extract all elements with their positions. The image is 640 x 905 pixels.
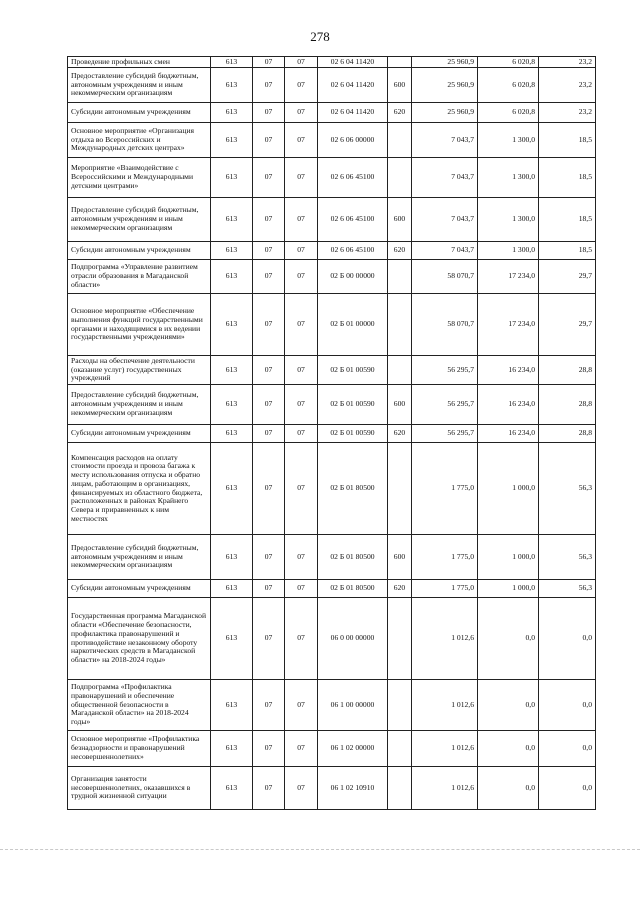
section-code: 07 [253,158,285,198]
expense-type: 600 [388,535,412,580]
section-code: 07 [253,443,285,535]
plan-amount: 58 070,7 [412,260,478,294]
plan-amount: 1 012,6 [412,598,478,680]
budget-table [67,56,596,810]
ministry-code: 613 [211,123,253,158]
plan-amount: 1 775,0 [412,443,478,535]
target-article: 06 1 02 00000 [318,731,388,767]
expense-type [388,443,412,535]
section-code: 07 [253,103,285,123]
expense-type [388,598,412,680]
subsection-code: 07 [285,385,318,425]
execution-percent: 23,2 [539,68,596,103]
executed-amount: 0,0 [478,680,539,731]
plan-amount: 1 012,6 [412,731,478,767]
executed-amount: 1 300,0 [478,123,539,158]
target-article: 06 0 00 00000 [318,598,388,680]
executed-amount: 16 234,0 [478,356,539,385]
section-code: 07 [253,535,285,580]
section-code: 07 [253,731,285,767]
row-name: Основное мероприятие «Обеспечение выполнения функций государственными органами и находящимися в их ведении государственными учреждениями» [68,294,211,356]
execution-percent: 23,2 [539,57,596,68]
ministry-code: 613 [211,731,253,767]
executed-amount: 6 020,8 [478,68,539,103]
execution-percent: 18,5 [539,123,596,158]
execution-percent: 0,0 [539,767,596,810]
ministry-code: 613 [211,356,253,385]
table-row [68,425,596,443]
section-code: 07 [253,294,285,356]
expense-type: 620 [388,580,412,598]
row-name: Субсидии автономным учреждениям [68,580,211,598]
section-code: 07 [253,260,285,294]
section-code: 07 [253,580,285,598]
plan-amount: 7 043,7 [412,123,478,158]
plan-amount: 1 775,0 [412,580,478,598]
table-row [68,535,596,580]
section-code: 07 [253,242,285,260]
executed-amount: 16 234,0 [478,425,539,443]
ministry-code: 613 [211,294,253,356]
subsection-code: 07 [285,598,318,680]
executed-amount: 17 234,0 [478,294,539,356]
executed-amount: 6 020,8 [478,103,539,123]
execution-percent: 28,8 [539,425,596,443]
execution-percent: 0,0 [539,680,596,731]
plan-amount: 25 960,9 [412,103,478,123]
ministry-code: 613 [211,385,253,425]
execution-percent: 18,5 [539,198,596,242]
plan-amount: 1 012,6 [412,767,478,810]
table-row [68,598,596,680]
subsection-code: 07 [285,535,318,580]
row-name: Субсидии автономным учреждениям [68,425,211,443]
subsection-code: 07 [285,57,318,68]
target-article: 06 1 02 10910 [318,767,388,810]
target-article: 02 Б 01 80500 [318,580,388,598]
target-article: 02 6 06 45100 [318,158,388,198]
expense-type [388,158,412,198]
executed-amount: 1 300,0 [478,198,539,242]
plan-amount: 56 295,7 [412,425,478,443]
target-article: 02 6 06 45100 [318,242,388,260]
expense-type: 620 [388,242,412,260]
subsection-code: 07 [285,198,318,242]
expense-type [388,767,412,810]
expense-type [388,294,412,356]
target-article: 02 6 06 45100 [318,198,388,242]
plan-amount: 56 295,7 [412,356,478,385]
row-name: Государственная программа Магаданской области «Обеспечение безопасности, профилактика правонарушений и противодействие незаконному обороту наркотических средств в Магаданской области» на 2018-2024 годы» [68,598,211,680]
executed-amount: 0,0 [478,598,539,680]
table-row [68,680,596,731]
table-row [68,242,596,260]
row-name: Предоставление субсидий бюджетным, автономным учреждениям и иным некоммерческим организациям [68,68,211,103]
executed-amount: 0,0 [478,731,539,767]
section-code: 07 [253,598,285,680]
subsection-code: 07 [285,356,318,385]
table-row [68,68,596,103]
subsection-code: 07 [285,260,318,294]
table-row [68,198,596,242]
subsection-code: 07 [285,123,318,158]
section-code: 07 [253,198,285,242]
row-name: Организация занятости несовершеннолетних, оказавшихся в трудной жизненной ситуации [68,767,211,810]
target-article: 02 Б 01 00000 [318,294,388,356]
execution-percent: 18,5 [539,242,596,260]
ministry-code: 613 [211,57,253,68]
table-row [68,123,596,158]
row-name: Компенсация расходов на оплату стоимости проезда и провоза багажа к месту использования отпуска и обратно лицам, работающим в организациях, финансируемых из областного бюджета, расположенных в районах Крайнего Севера и приравненных к ним местностях [68,443,211,535]
execution-percent: 28,8 [539,356,596,385]
execution-percent: 0,0 [539,598,596,680]
execution-percent: 56,3 [539,535,596,580]
plan-amount: 1 775,0 [412,535,478,580]
execution-percent: 18,5 [539,158,596,198]
execution-percent: 29,7 [539,260,596,294]
table-row [68,356,596,385]
table-row [68,103,596,123]
executed-amount: 0,0 [478,767,539,810]
expense-type: 620 [388,103,412,123]
target-article: 02 6 04 11420 [318,68,388,103]
ministry-code: 613 [211,767,253,810]
executed-amount: 1 300,0 [478,242,539,260]
ministry-code: 613 [211,198,253,242]
plan-amount: 7 043,7 [412,242,478,260]
plan-amount: 1 012,6 [412,680,478,731]
table-row [68,443,596,535]
executed-amount: 17 234,0 [478,260,539,294]
section-code: 07 [253,385,285,425]
table-row [68,260,596,294]
row-name: Предоставление субсидий бюджетным, автономным учреждениям и иным некоммерческим организациям [68,198,211,242]
row-name: Проведение профильных смен [68,57,211,68]
expense-type: 600 [388,385,412,425]
execution-percent: 23,2 [539,103,596,123]
ministry-code: 613 [211,443,253,535]
execution-percent: 56,3 [539,443,596,535]
row-name: Подпрограмма «Управление развитием отрасли образования в Магаданской области» [68,260,211,294]
target-article: 02 Б 01 80500 [318,443,388,535]
subsection-code: 07 [285,103,318,123]
target-article: 02 Б 01 00590 [318,385,388,425]
ministry-code: 613 [211,598,253,680]
subsection-code: 07 [285,158,318,198]
ministry-code: 613 [211,242,253,260]
expense-type [388,731,412,767]
plan-amount: 56 295,7 [412,385,478,425]
subsection-code: 07 [285,242,318,260]
row-name: Субсидии автономным учреждениям [68,242,211,260]
executed-amount: 1 000,0 [478,580,539,598]
expense-type [388,123,412,158]
subsection-code: 07 [285,294,318,356]
section-code: 07 [253,425,285,443]
subsection-code: 07 [285,443,318,535]
table-row [68,385,596,425]
table-row [68,57,596,68]
expense-type: 600 [388,198,412,242]
section-code: 07 [253,767,285,810]
section-code: 07 [253,57,285,68]
scan-edge-line [0,849,640,850]
expense-type: 620 [388,425,412,443]
plan-amount: 25 960,9 [412,68,478,103]
subsection-code: 07 [285,680,318,731]
subsection-code: 07 [285,68,318,103]
expense-type [388,260,412,294]
target-article: 02 6 04 11420 [318,57,388,68]
section-code: 07 [253,68,285,103]
section-code: 07 [253,680,285,731]
execution-percent: 0,0 [539,731,596,767]
table-row [68,580,596,598]
section-code: 07 [253,356,285,385]
executed-amount: 6 020,8 [478,57,539,68]
section-code: 07 [253,123,285,158]
page-number: 278 [310,29,330,44]
table-row [68,731,596,767]
target-article: 02 Б 01 00590 [318,356,388,385]
row-name: Подпрограмма «Профилактика правонарушений и обеспечение общественной безопасности в Магаданской области» на 2018-2024 годы» [68,680,211,731]
plan-amount: 7 043,7 [412,158,478,198]
ministry-code: 613 [211,158,253,198]
ministry-code: 613 [211,103,253,123]
execution-percent: 56,3 [539,580,596,598]
ministry-code: 613 [211,425,253,443]
row-name: Расходы на обеспечение деятельности (оказание услуг) государственных учреждений [68,356,211,385]
table-row [68,294,596,356]
target-article: 02 Б 01 00590 [318,425,388,443]
target-article: 02 6 04 11420 [318,103,388,123]
target-article: 02 6 06 00000 [318,123,388,158]
expense-type [388,356,412,385]
ministry-code: 613 [211,260,253,294]
executed-amount: 1 000,0 [478,443,539,535]
executed-amount: 1 300,0 [478,158,539,198]
ministry-code: 613 [211,680,253,731]
table-row [68,158,596,198]
ministry-code: 613 [211,535,253,580]
row-name: Основное мероприятие «Профилактика безнадзорности и правонарушений несовершеннолетних» [68,731,211,767]
plan-amount: 58 070,7 [412,294,478,356]
table-row [68,767,596,810]
executed-amount: 16 234,0 [478,385,539,425]
subsection-code: 07 [285,425,318,443]
row-name: Мероприятие «Взаимодействие с Всероссийскими и Международными детскими центрами» [68,158,211,198]
row-name: Предоставление субсидий бюджетным, автономным учреждениям и иным некоммерческим организациям [68,385,211,425]
table-body [68,57,596,810]
expense-type [388,57,412,68]
execution-percent: 28,8 [539,385,596,425]
execution-percent: 29,7 [539,294,596,356]
ministry-code: 613 [211,68,253,103]
subsection-code: 07 [285,580,318,598]
target-article: 02 Б 00 00000 [318,260,388,294]
row-name: Предоставление субсидий бюджетным, автономным учреждениям и иным некоммерческим организациям [68,535,211,580]
row-name: Субсидии автономным учреждениям [68,103,211,123]
ministry-code: 613 [211,580,253,598]
executed-amount: 1 000,0 [478,535,539,580]
target-article: 02 Б 01 80500 [318,535,388,580]
plan-amount: 25 960,9 [412,57,478,68]
subsection-code: 07 [285,767,318,810]
plan-amount: 7 043,7 [412,198,478,242]
target-article: 06 1 00 00000 [318,680,388,731]
expense-type: 600 [388,68,412,103]
subsection-code: 07 [285,731,318,767]
expense-type [388,680,412,731]
row-name: Основное мероприятие «Организация отдыха во Всероссийских и Международных детских центрах» [68,123,211,158]
